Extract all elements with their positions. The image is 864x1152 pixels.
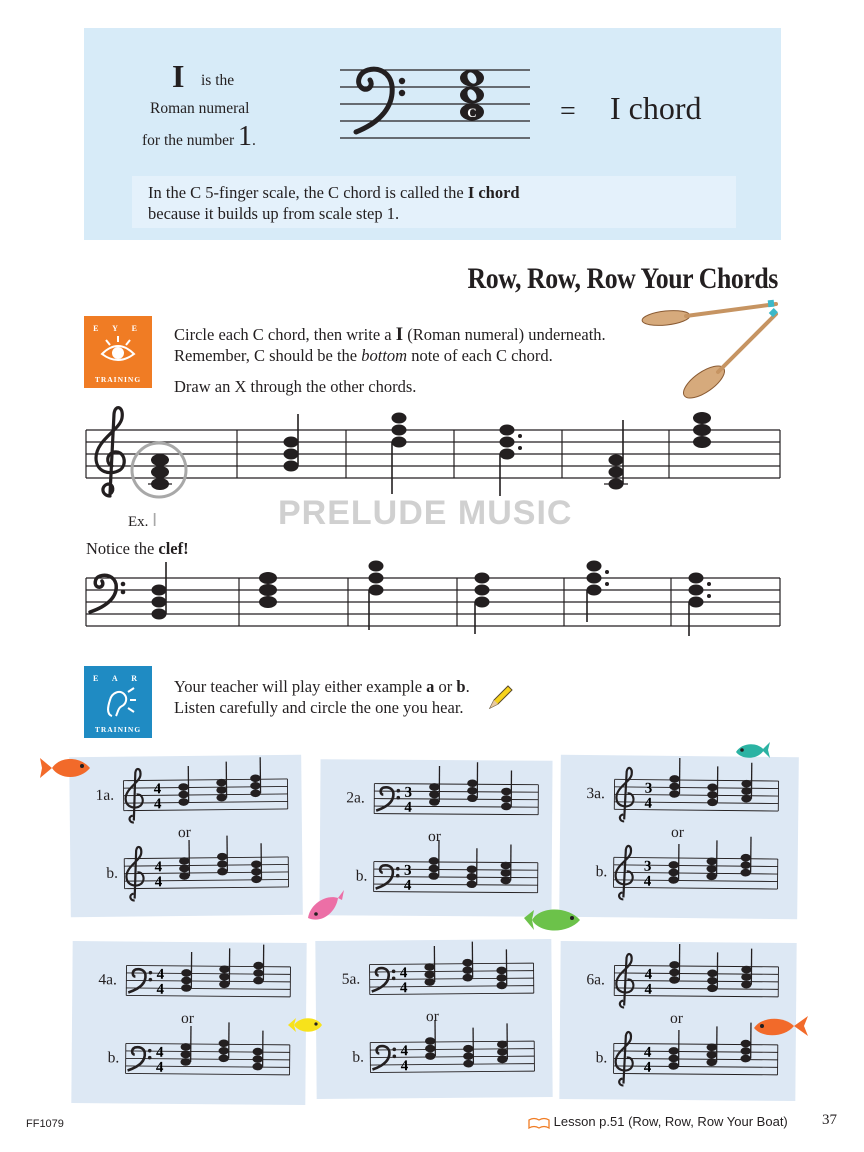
chord-note xyxy=(425,1020,436,1060)
example-staves xyxy=(69,755,303,917)
staff-a[interactable] xyxy=(374,762,538,817)
time-signature-top: 4 xyxy=(643,1044,652,1061)
chord-note xyxy=(217,836,228,876)
bass-clef-icon xyxy=(90,575,125,612)
chord-note xyxy=(462,942,473,982)
green-fish-icon xyxy=(522,900,586,940)
or-label: or xyxy=(425,1007,439,1026)
time-signature-bottom: 4 xyxy=(643,873,652,890)
intro-line2: Roman numeral xyxy=(150,100,250,117)
chord-note xyxy=(218,1022,229,1062)
time-signature-top: 3 xyxy=(643,858,652,875)
eye-instructions: Circle each C chord, then write a I (Roman numeral) underneath. Remember, C should be the bottom note of each C chord. Draw an X through the other chords. xyxy=(174,324,606,396)
example-panel-4[interactable] xyxy=(71,941,306,1105)
intro-line3: for the number 1. xyxy=(142,121,256,152)
example-a-label: 1a. xyxy=(95,786,115,804)
example-a-label: 5a. xyxy=(341,970,361,988)
watermark: PRELUDE MUSIC xyxy=(278,494,573,532)
example-b-label: b. xyxy=(595,863,608,881)
chord-note xyxy=(467,762,478,802)
time-signature-top: 4 xyxy=(399,965,408,982)
example-b-label: b. xyxy=(352,1048,365,1066)
chord-note xyxy=(668,844,679,884)
chord-note xyxy=(466,848,477,888)
chord-note xyxy=(668,1030,679,1070)
notice-clef: Notice the clef! xyxy=(86,539,189,558)
time-signature-top: 4 xyxy=(154,859,163,876)
time-signature-bottom: 4 xyxy=(156,981,165,998)
i-chord-result: I chord xyxy=(610,90,702,126)
eye-training-badge xyxy=(84,316,156,388)
or-label: or xyxy=(180,1009,195,1028)
intro-explanation: In the C 5-finger scale, the C chord is called the I chord because it builds up from scale step 1. xyxy=(148,183,520,223)
chord-note xyxy=(706,1026,717,1066)
chord-note xyxy=(669,758,680,798)
example-a-label: 2a. xyxy=(346,789,365,807)
time-signature-bottom: 4 xyxy=(153,796,162,813)
example-panel-3[interactable] xyxy=(559,755,799,919)
time-signature-top: 4 xyxy=(644,966,653,983)
staff-a[interactable] xyxy=(614,757,779,823)
time-signature-bottom: 4 xyxy=(644,981,653,998)
bass-chord-staff xyxy=(84,556,784,646)
time-signature-top: 3 xyxy=(404,784,413,801)
bass-chords xyxy=(152,561,712,637)
orange-fish-icon xyxy=(38,752,94,784)
example-panel-1[interactable] xyxy=(69,755,303,917)
chord-note xyxy=(181,952,192,992)
svg-text:E Y E: E Y E xyxy=(93,324,143,333)
chord-note xyxy=(496,949,507,989)
footer-code: FF1079 xyxy=(26,1118,64,1130)
time-signature-bottom: 4 xyxy=(404,799,413,816)
or-label: or xyxy=(670,823,685,842)
chord-note xyxy=(741,949,752,989)
example-panel-5[interactable] xyxy=(315,939,552,1099)
or-label: or xyxy=(427,827,441,846)
chord-note xyxy=(500,844,511,884)
time-signature-top: 4 xyxy=(156,966,165,983)
chord-note xyxy=(741,763,752,803)
chord-note xyxy=(253,945,264,985)
time-signature-bottom: 4 xyxy=(644,795,653,812)
svg-text:TRAINING: TRAINING xyxy=(94,375,142,384)
chord-note xyxy=(251,843,262,883)
staff-b[interactable] xyxy=(613,835,778,901)
staff-b[interactable] xyxy=(370,1019,534,1074)
chord-note xyxy=(250,757,261,797)
time-signature-top: 4 xyxy=(155,1044,164,1061)
chord-note xyxy=(178,766,189,806)
or-label: or xyxy=(669,1009,684,1028)
teal-fish-icon xyxy=(732,736,772,764)
example-b-label: b. xyxy=(355,867,368,885)
time-signature-top: 4 xyxy=(400,1043,409,1060)
time-signature-top: 4 xyxy=(153,781,162,798)
chord-note xyxy=(180,1026,191,1066)
pink-fish-icon xyxy=(302,888,346,932)
time-signature-top: 3 xyxy=(403,862,412,879)
example-staves xyxy=(559,755,799,919)
chord-note xyxy=(216,762,227,802)
example-label: Ex. I xyxy=(128,510,158,530)
time-signature-bottom: 4 xyxy=(155,1059,164,1076)
bass-clef-icon xyxy=(356,69,405,132)
time-signature-bottom: 4 xyxy=(403,877,412,894)
chord-note xyxy=(707,766,718,806)
yellow-fish-icon xyxy=(286,1012,326,1038)
example-a-label: 4a. xyxy=(98,971,117,989)
time-signature-bottom: 4 xyxy=(643,1059,652,1076)
chord-note xyxy=(429,840,440,880)
example-a-label: 6a. xyxy=(586,971,605,989)
chord-note xyxy=(252,1031,263,1071)
oars-icon xyxy=(636,298,786,408)
footer-lesson-ref: Lesson p.51 (Row, Row, Row Your Boat) xyxy=(528,1114,788,1129)
chord-note xyxy=(501,770,512,810)
example-staves xyxy=(315,939,552,1099)
ear-training-badge xyxy=(84,666,156,738)
equals-sign: = xyxy=(560,96,576,127)
page-number: 37 xyxy=(822,1112,837,1128)
intro-line1: is the xyxy=(201,72,235,89)
example-staves xyxy=(319,759,552,917)
time-signature-bottom: 4 xyxy=(400,1058,409,1075)
staff-a[interactable] xyxy=(123,757,288,823)
chord-note xyxy=(706,840,717,880)
intro-staff xyxy=(336,60,536,150)
example-staves xyxy=(71,941,306,1105)
staff-a[interactable] xyxy=(126,943,290,998)
chord-note xyxy=(497,1023,508,1063)
chord-note xyxy=(424,946,435,986)
staff-b[interactable] xyxy=(124,835,289,901)
treble-clef-icon xyxy=(96,408,124,496)
example-b-label: b. xyxy=(106,864,119,882)
example-a-label: 3a. xyxy=(586,785,606,803)
chord-note xyxy=(707,952,718,992)
chord-note xyxy=(669,944,680,984)
chord-note xyxy=(463,1028,474,1068)
orange-fish-2-icon xyxy=(750,1010,810,1042)
pencil-icon xyxy=(486,682,514,712)
example-panel-2[interactable] xyxy=(319,759,552,917)
roman-numeral-big: I xyxy=(172,58,185,94)
svg-text:C: C xyxy=(467,105,477,120)
section-title: Row, Row, Row Your Chords xyxy=(467,262,778,295)
staff-b[interactable] xyxy=(126,1021,290,1076)
or-label: or xyxy=(177,823,191,842)
staff-a[interactable] xyxy=(369,941,533,996)
time-signature-bottom: 4 xyxy=(154,874,163,891)
svg-text:TRAINING: TRAINING xyxy=(94,725,142,734)
staff-a[interactable] xyxy=(614,943,779,1008)
time-signature-top: 3 xyxy=(644,780,653,797)
chord-note xyxy=(179,840,190,880)
book-icon xyxy=(528,1117,550,1129)
svg-text:E A R: E A R xyxy=(92,674,144,683)
staff-b[interactable] xyxy=(374,840,538,895)
chord-note xyxy=(429,766,440,806)
example-b-label: b. xyxy=(107,1049,120,1067)
ear-instructions: Your teacher will play either example a or b. Listen carefully and circle the one you hear. xyxy=(174,677,470,717)
chord-note xyxy=(219,948,230,988)
example-b-label: b. xyxy=(595,1049,608,1067)
c-chord-whole-notes xyxy=(460,70,484,121)
time-signature-bottom: 4 xyxy=(399,980,408,997)
chord-note xyxy=(740,837,751,877)
